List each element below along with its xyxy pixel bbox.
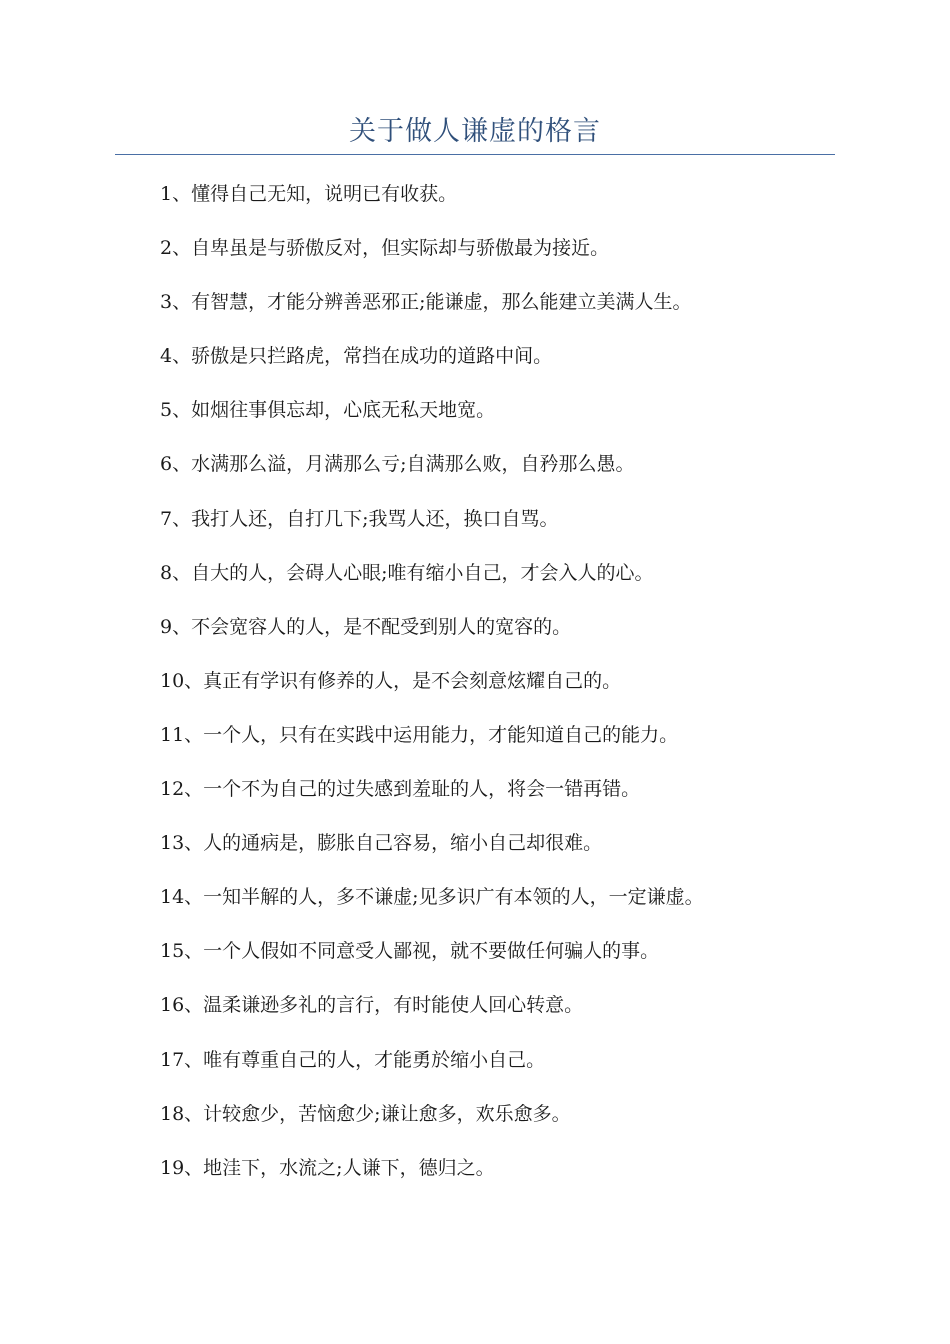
list-item: 9、不会宽容人的人，是不配受到别人的宽容的。 <box>160 615 572 638</box>
list-item: 11、一个人，只有在实践中运用能力，才能知道自己的能力。 <box>160 723 679 746</box>
list-item: 5、如烟往事俱忘却，心底无私天地宽。 <box>160 399 496 422</box>
list-item: 1、懂得自己无知，说明已有收获。 <box>160 183 458 205</box>
list-item: 18、计较愈少，苦恼愈少;谦让愈多，欢乐愈多。 <box>160 1102 571 1125</box>
list-item: 4、骄傲是只拦路虎，常挡在成功的道路中间。 <box>160 345 553 368</box>
list-item: 3、有智慧，才能分辨善恶邪正;能谦虚，那么能建立美满人生。 <box>160 291 692 314</box>
page-title: 关于做人谦虚的格言 <box>349 116 601 147</box>
list-item: 10、真正有学识有修养的人，是不会刻意炫耀自己的。 <box>160 669 622 692</box>
list-item: 16、温柔谦逊多礼的言行，有时能使人回心转意。 <box>160 994 584 1017</box>
list-item: 6、水满那么溢，月满那么亏;自满那么败，自矜那么愚。 <box>160 453 635 476</box>
list-item: 14、一知半解的人，多不谦虚;见多识广有本领的人，一定谦虚。 <box>160 886 704 909</box>
list-item: 2、自卑虽是与骄傲反对，但实际却与骄傲最为接近。 <box>160 237 610 260</box>
list-item: 15、一个人假如不同意受人鄙视，就不要做任何骗人的事。 <box>160 940 660 963</box>
list-item: 17、唯有尊重自己的人，才能勇於缩小自己。 <box>160 1048 546 1071</box>
list-item: 7、我打人还，自打几下;我骂人还，换口自骂。 <box>160 507 559 530</box>
list-item: 13、人的通病是，膨胀自己容易，缩小自己却很难。 <box>160 832 603 855</box>
maxim-list <box>160 178 840 1206</box>
title-underline <box>115 154 835 155</box>
list-item: 19、地洼下，水流之;人谦下，德归之。 <box>160 1156 495 1179</box>
list-item: 8、自大的人，会碍人心眼;唯有缩小自己，才会入人的心。 <box>160 561 654 584</box>
list-item: 12、一个不为自己的过失感到羞耻的人，将会一错再错。 <box>160 778 641 801</box>
